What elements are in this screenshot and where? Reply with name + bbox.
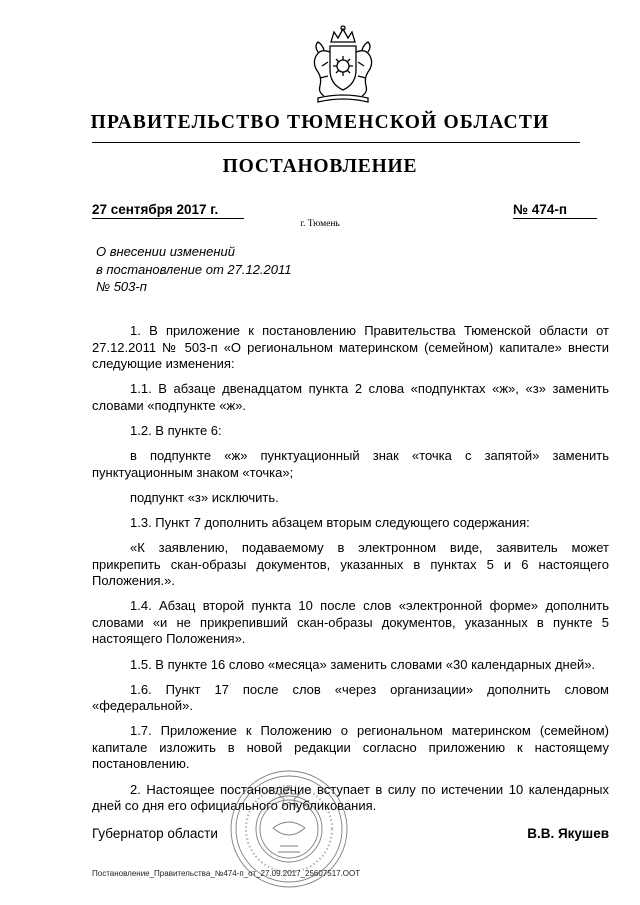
body-paragraph: 1.4. Абзац второй пункта 10 после слов «электронной форме» дополнить словами «и не прикрепивший скан-образы документов, указанных в пункте 5 настоящего Положения». [92,598,609,647]
body-paragraph: 2. Настоящее постановление вступает в силу по истечении 10 календарных дней со дня его официального опубликования. [92,781,609,814]
header-divider [92,142,580,143]
body-paragraph: 1.3. Пункт 7 дополнить абзацем вторым следующего содержания: [130,514,530,530]
document-type: ПОСТАНОВЛЕНИЕ [222,156,418,177]
body-paragraph: в подпункте «ж» пунктуационный знак «точка с запятой» заменить пунктуационным знаком «точка»; [92,448,609,480]
document-subject [96,243,292,296]
body-paragraph: 1.6. Пункт 17 после слов «через организации» дополнить словом «федеральной». [92,681,609,714]
body-paragraph: 1.5. В пункте 16 слово «месяца» заменить словами «30 календарных дней». [130,656,596,672]
document-city: г. Тюмень [300,219,340,229]
body-paragraph: 1.2. В пункте 6: [130,422,222,438]
document-body [92,323,609,815]
signatory-name: В.В. Якушев [527,826,609,841]
subject-line: О внесении изменений [96,244,235,259]
body-paragraph: 1.7. Приложение к Положению о региональном материнском (семейном) капитале изложить в новой редакции согласно приложению к настоящему постановлению. [92,723,609,772]
body-paragraph: «К заявлению, подаваемому в электронном виде, заявитель может прикрепить скан-образы документов, указанных в пунктах 5 и 6 настоящего Положения.». [92,539,609,589]
footer-file-name: Постановление_Правительства_№474-п_от_27.09.2017_25607517.ООТ [92,869,361,878]
signatory-position: Губернатор области [92,826,218,841]
body-paragraph: подпункт «з» исключить. [130,489,279,505]
document-date: 27 сентября 2017 г. [92,202,244,219]
coat-of-arms-icon [300,22,386,108]
subject-line: в постановление от 27.12.2011 [96,261,292,277]
body-paragraph: 1. В приложение к постановлению Правительства Тюменской области от 27.12.2011 № 503-п «О региональном материнском (семейном) капитале» внести следующие изменения: [92,323,609,372]
subject-line: № 503-п [96,279,147,294]
body-paragraph: 1.1. В абзаце двенадцатом пункта 2 слова «подпунктах «ж», «з» заменить словами «подпункте «ж». [92,381,609,413]
document-number: № 474-п [513,202,597,219]
government-title: ПРАВИТЕЛЬСТВО ТЮМЕНСКОЙ ОБЛАСТИ [90,112,550,133]
